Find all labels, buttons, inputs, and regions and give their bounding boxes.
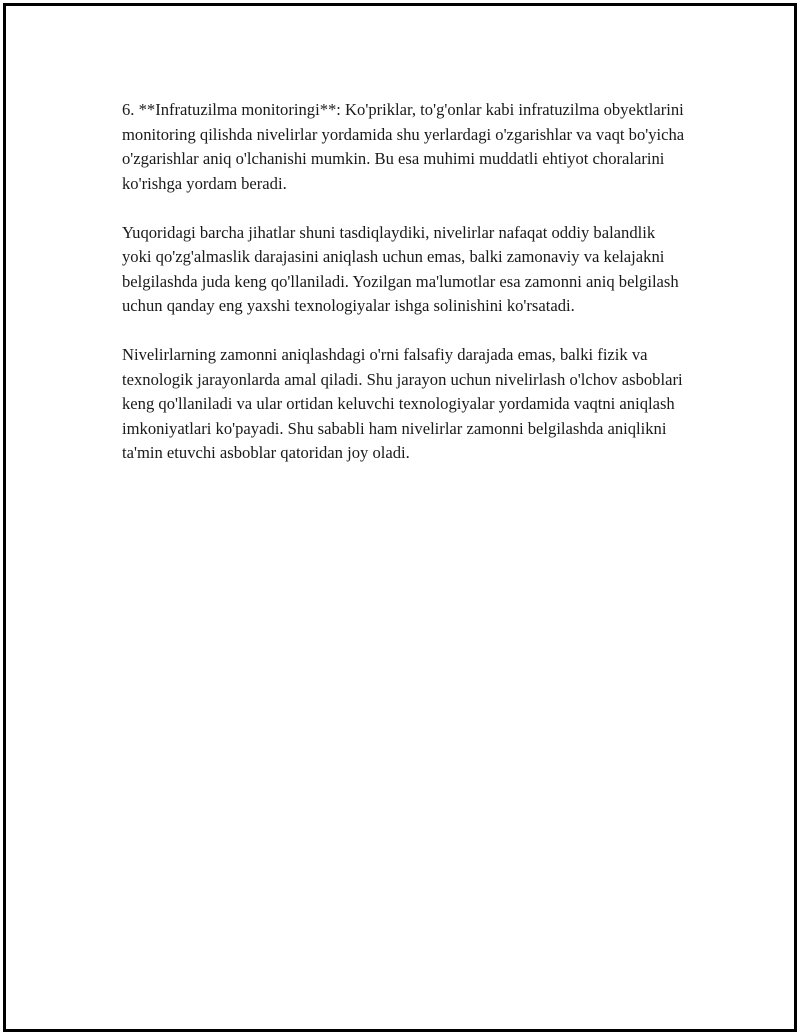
page-frame [3,3,797,1032]
paragraph-infrastructure-monitoring: 6. **Infratuzilma monitoringi**: Ko'priklar, to'g'onlar kabi infratuzilma obyektlarini monitoring qilishda nivelirlar yordamida shu yerlardagi o'zgarishlar va vaqt bo'yicha o'zgarishlar aniq o'lchanishi mumkin. Bu esa muhimi muddatli ehtiyot choralarini ko'rishga yordam beradi. [122,100,685,193]
document-body [122,98,688,490]
paragraph-summary: Yuqoridagi barcha jihatlar shuni tasdiqlaydiki, nivelirlar nafaqat oddiy balandlik yoki qo'zg'almaslik darajasini aniqlash uchun emas, balki zamonaviy va kelajakni belgilashda juda keng qo'llaniladi. Yozilgan ma'lumotlar esa zamonni aniq belgilash uchun qanday eng yaxshi texnologiyalar ishga solinishini ko'rsatadi. [122,222,679,315]
paragraph-conclusion: Nivelirlarning zamonni aniqlashdagi o'rni falsafiy darajada emas, balki fizik va texnologik jarayonlarda amal qiladi. Shu jarayon uchun nivelirlash o'lchov asboblari keng qo'llaniladi va ular ortidan keluvchi texnologiyalar yordamida vaqtni aniqlash imkoniyatlari ko'payadi. Shu sababli ham nivelirlar zamonni belgilashda aniqlikni ta'min etuvchi asboblar qatoridan joy oladi. [122,345,683,462]
